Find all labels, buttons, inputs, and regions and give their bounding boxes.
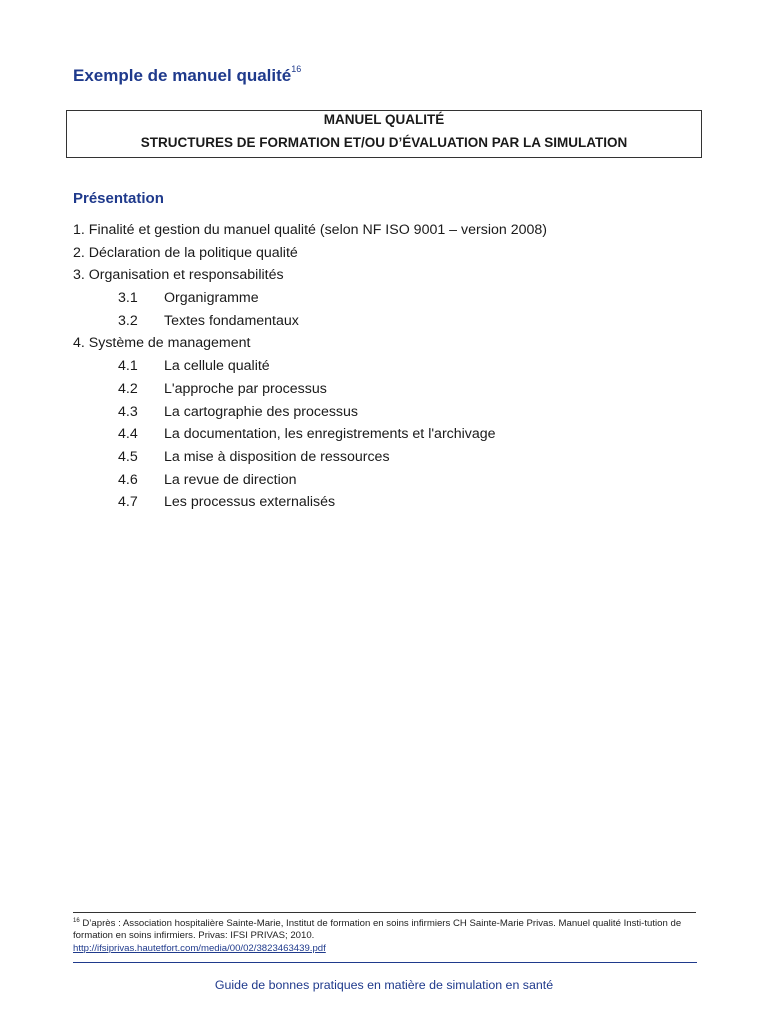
page-heading-text: Exemple de manuel qualité xyxy=(73,66,292,85)
toc-subitem xyxy=(73,492,547,515)
toc-subitem-text: La cellule qualité xyxy=(164,358,270,375)
section-heading: Présentation xyxy=(73,190,164,207)
toc-subitem-text: Textes fondamentaux xyxy=(164,312,299,329)
toc-subitem-text: La cartographie des processus xyxy=(164,403,359,420)
toc-subitem-number: 4.4 xyxy=(118,426,138,443)
toc-item-text: 1. Finalité et gestion du manuel qualité (selon NF ISO 9001 – version 2008) xyxy=(73,222,547,238)
page-footer: Guide de bonnes pratiques en matière de simulation en santé xyxy=(214,978,554,992)
footnote-divider xyxy=(73,912,696,913)
toc-item-text: 2. Déclaration de la politique qualité xyxy=(73,244,298,261)
toc-subitem-text: L'approche par processus xyxy=(164,380,327,397)
toc-item xyxy=(73,333,547,356)
toc-subitem-text: Organigramme xyxy=(164,290,259,307)
toc-subitem-number: 4.2 xyxy=(118,380,138,397)
toc-subitem xyxy=(73,379,547,402)
title-box-line1: MANUEL QUALITÉ xyxy=(323,112,445,127)
toc-item xyxy=(73,243,547,266)
toc-item xyxy=(73,220,547,243)
toc-subitem-text: La mise à disposition de ressources xyxy=(164,448,390,465)
toc-subitem-number: 3.1 xyxy=(118,290,138,307)
footnote-reference[interactable]: 16 xyxy=(291,64,302,75)
toc-subitem-text: Les processus externalisés xyxy=(164,494,336,511)
toc-subitem xyxy=(73,356,547,379)
footnote-number: 16 xyxy=(73,918,80,924)
toc-item-text: 4. Système de management xyxy=(73,335,251,352)
toc-subitem-number: 4.5 xyxy=(118,448,138,465)
title-box xyxy=(66,110,702,158)
footnote-text: D’après : Association hospitalière Sainte-Marie, Institut de formation en soins infirmiers CH Sainte-Marie Privas. Manuel qualité Insti-tution de formation en soins infirmiers. Privas: IFSI PRIVAS; 2010. xyxy=(73,918,682,942)
footnote-link[interactable]: http://ifsiprivas.hautetfort.com/media/00/02/3823463439.pdf xyxy=(73,943,326,954)
toc-subitem xyxy=(73,288,547,311)
toc-subitem-text: La documentation, les enregistrements et l'archivage xyxy=(164,426,496,443)
toc-subitem-number: 3.2 xyxy=(118,312,138,329)
toc-subitem xyxy=(73,424,547,447)
toc-subitem-number: 4.3 xyxy=(118,403,138,420)
toc-subitem-text: La revue de direction xyxy=(164,471,297,488)
toc-subitem-number: 4.7 xyxy=(118,494,138,511)
table-of-contents xyxy=(73,220,547,515)
toc-subitem xyxy=(73,447,547,470)
title-box-line2: STRUCTURES DE FORMATION ET/OU D’ÉVALUATION PAR LA SIMULATION xyxy=(140,135,628,150)
footer-divider xyxy=(73,962,697,963)
page-heading xyxy=(73,66,301,86)
toc-subitem xyxy=(73,311,547,334)
toc-item-text: 3. Organisation et responsabilités xyxy=(73,267,284,284)
toc-subitem-number: 4.6 xyxy=(118,471,138,488)
toc-subitem-number: 4.1 xyxy=(118,358,138,375)
toc-subitem xyxy=(73,402,547,425)
toc-item xyxy=(73,265,547,288)
toc-subitem xyxy=(73,470,547,493)
footnote xyxy=(73,915,703,942)
